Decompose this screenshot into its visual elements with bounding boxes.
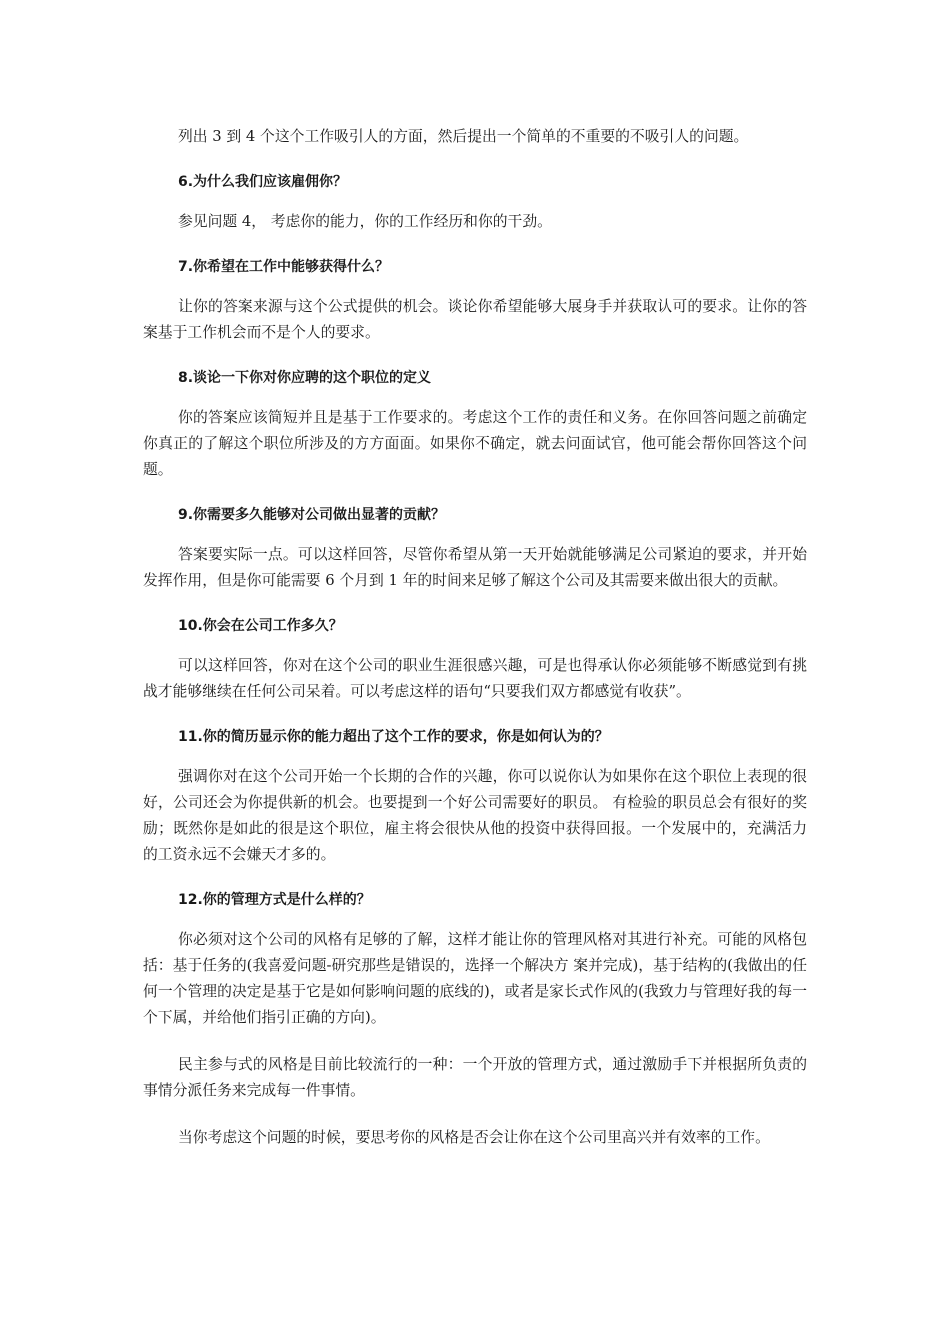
answer-12-paragraph-1: 你必须对这个公司的风格有足够的了解，这样才能让你的管理风格对其进行补充。可能的风格包括：基于任务的(我喜爱问题-研究那些是错误的，选择一个解决方 案并完成)，基于结构的(我做出的任何一个管理的决定是基于它是如何影响问题的底线的)，或者是家长式作风的(我致力与管理好我的每一个下属，并给他们指引正确的方向)。 <box>143 931 807 1026</box>
question-9-heading: 9.你需要多久能够对公司做出显著的贡献？ <box>178 507 446 523</box>
answer-9-paragraph: 答案要实际一点。可以这样回答，尽管你希望从第一天开始就能够满足公司紧迫的要求，并开始发挥作用，但是你可能需要 6 个月到 1 年的时间来足够了解这个公司及其需要来做出很大的贡献。 <box>143 546 807 589</box>
answer-6-paragraph: 参见问题 4， 考虑你的能力，你的工作经历和你的干劲。 <box>178 213 552 230</box>
answer-11-paragraph: 强调你对在这个公司开始一个长期的合作的兴趣，你可以说你认为如果你在这个职位上表现的很好，公司还会为你提供新的机会。也要提到一个好公司需要好的职员。 有检验的职员总会有很好的奖励；既然你是如此的很是这个职位，雇主将会很快从他的投资中获得回报。一个发展中的，充满活力的工资永远不会嫌天才多的。 <box>143 768 807 863</box>
answer-7-paragraph: 让你的答案来源与这个公式提供的机会。谈论你希望能够大展身手并获取认可的要求。让你的答案基于工作机会而不是个人的要求。 <box>143 298 807 341</box>
answer-12-paragraph-2: 民主参与式的风格是目前比较流行的一种：一个开放的管理方式，通过激励手下并根据所负责的事情分派任务来完成每一件事情。 <box>143 1056 807 1099</box>
question-8-heading: 8.谈论一下你对你应聘的这个职位的定义 <box>178 370 432 386</box>
question-12-heading: 12.你的管理方式是什么样的？ <box>178 892 371 908</box>
answer-8-paragraph: 你的答案应该简短并且是基于工作要求的。考虑这个工作的责任和义务。在你回答问题之前确定你真正的了解这个职位所涉及的方方面面。如果你不确定，就去问面试官，他可能会帮你回答这个问题。 <box>143 409 807 478</box>
question-10-heading: 10.你会在公司工作多久？ <box>178 618 343 634</box>
question-7-heading: 7.你希望在工作中能够获得什么？ <box>178 259 390 275</box>
answer-12-paragraph-3: 当你考虑这个问题的时候，要思考你的风格是否会让你在这个公司里高兴并有效率的工作。 <box>178 1129 770 1146</box>
document-body <box>143 124 807 1172</box>
paragraph-attractive-aspects: 列出 3 到 4 个这个工作吸引人的方面，然后提出一个简单的不重要的不吸引人的问题。 <box>178 128 749 145</box>
question-11-heading: 11.你的简历显示你的能力超出了这个工作的要求，你是如何认为的？ <box>178 729 609 745</box>
question-6-heading: 6.为什么我们应该雇佣你？ <box>178 174 348 190</box>
answer-10-paragraph: 可以这样回答，你对在这个公司的职业生涯很感兴趣，可是也得承认你必须能够不断感觉到有挑战才能够继续在任何公司呆着。可以考虑这样的语句“只要我们双方都感觉有收获”。 <box>143 657 807 700</box>
